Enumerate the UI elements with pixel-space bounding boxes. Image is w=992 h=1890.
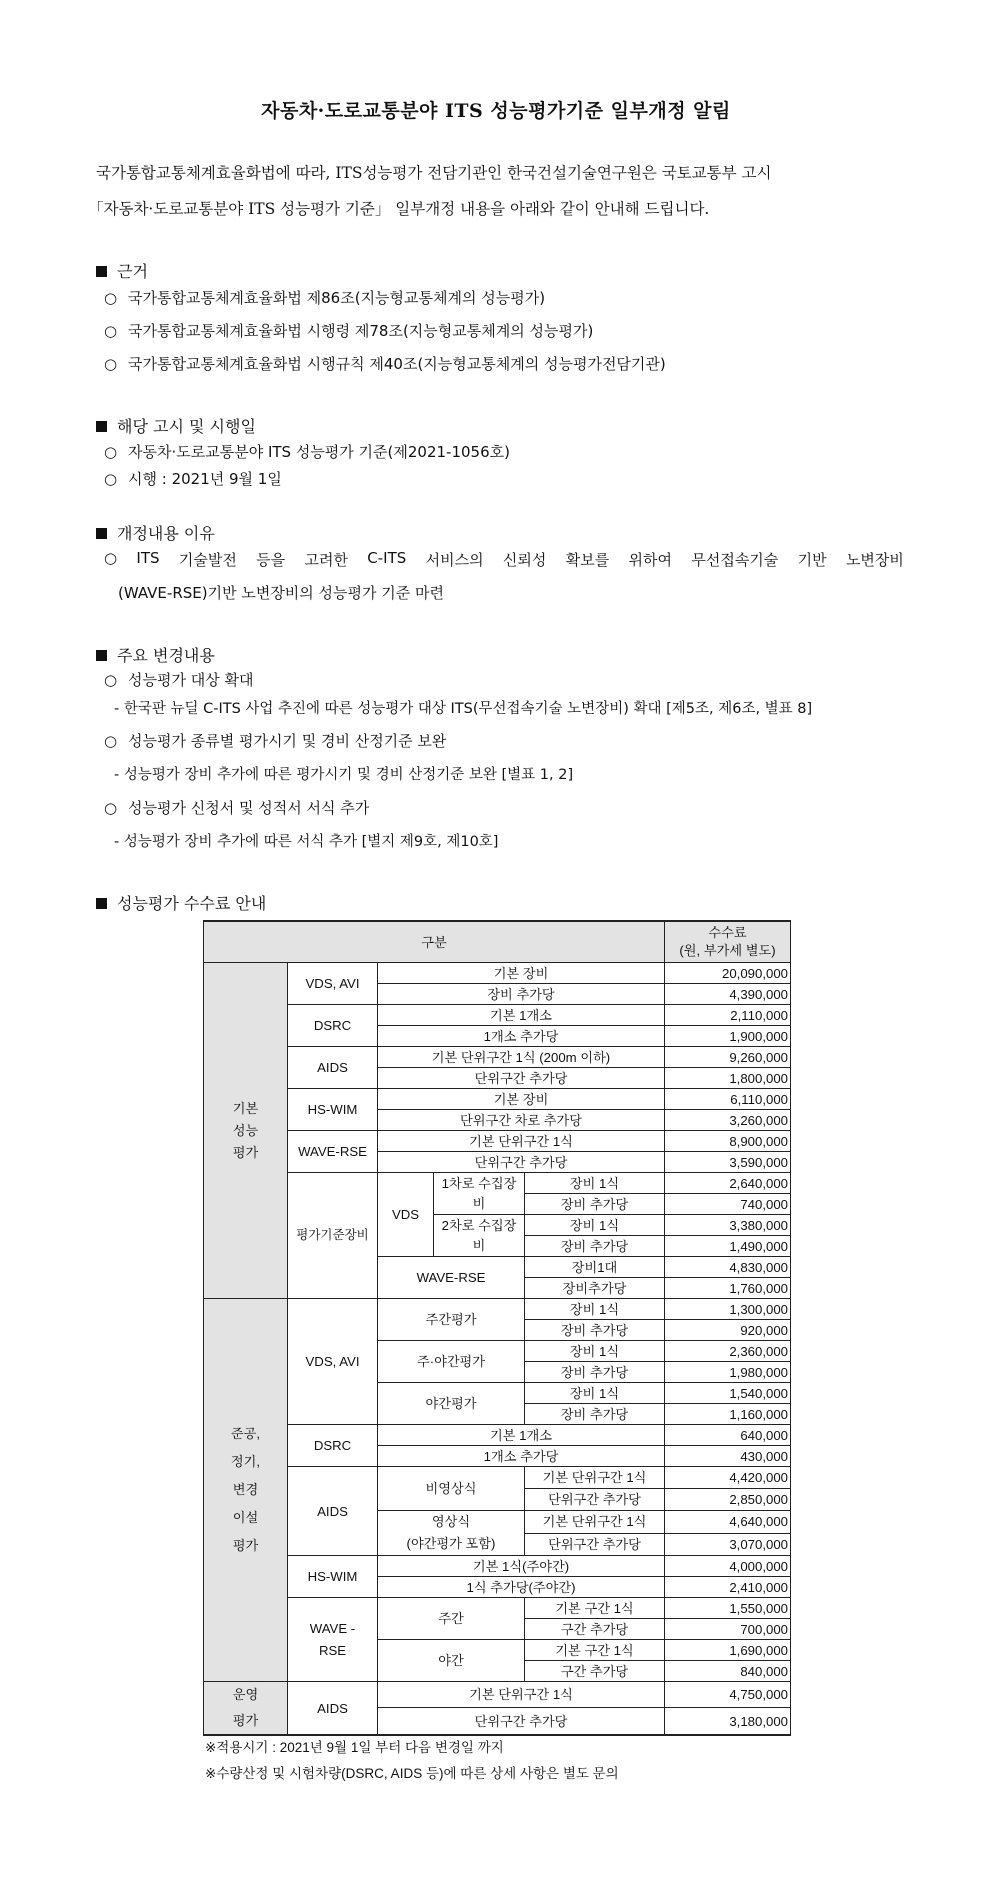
item-label: 장비 1식 — [525, 1341, 665, 1362]
table-row — [204, 1005, 791, 1026]
table-row — [204, 1131, 791, 1152]
reason-word: 고려한 — [304, 551, 348, 569]
item-label: 기본 구간 1식 — [525, 1640, 665, 1661]
fee-value: 4,750,000 — [665, 1682, 791, 1708]
circle-bullet-icon: ○ — [104, 549, 118, 567]
row-label: WAVE -RSE — [288, 1598, 378, 1682]
list-item-text: 성능평가 대상 확대 — [128, 671, 254, 689]
list-item-text: 국가통합교통체계효율화법 시행령 제78조(지능형교통체계의 성능평가) — [128, 322, 594, 340]
item-label: 장비 추가당 — [378, 984, 665, 1005]
row-label: AIDS — [288, 1682, 378, 1736]
fee-value: 700,000 — [665, 1619, 791, 1640]
list-item — [104, 320, 593, 341]
section-notice-heading — [96, 414, 256, 437]
item-label: 1개소 추가당 — [378, 1026, 665, 1047]
item-label: 장비 추가당 — [525, 1320, 665, 1341]
page-title: 자동차·도로교통분야 ITS 성능평가기준 일부개정 알림 — [261, 100, 731, 122]
method-label — [378, 1511, 525, 1556]
row-label: VDS, AVI — [288, 963, 378, 1005]
item-label: 기본 1개소 — [378, 1425, 665, 1446]
list-item-text: 자동차·도로교통분야 ITS 성능평가 기준(제2021-1056호) — [128, 443, 510, 461]
row-label: WAVE-RSE — [288, 1131, 378, 1173]
table-row — [204, 1299, 791, 1320]
row-label: VDS, AVI — [288, 1299, 378, 1425]
item-label: 장비 1식 — [525, 1383, 665, 1404]
list-item — [104, 797, 369, 818]
list-item — [104, 287, 545, 308]
list-item-text: 시행 : 2021년 9월 1일 — [128, 470, 282, 488]
table-row — [204, 1089, 791, 1110]
table-row — [204, 963, 791, 984]
row-label: 평가기준장비 — [288, 1173, 378, 1299]
sub-item: - 성능평가 장비 추가에 따른 평가시기 및 경비 산정기준 보완 [별표 1, 2] — [114, 767, 574, 783]
section-title: 근거 — [117, 262, 148, 281]
sub-item: - 성능평가 장비 추가에 따른 서식 추가 [별지 제9호, 제10호] — [114, 834, 499, 850]
fee-value: 4,640,000 — [665, 1511, 791, 1534]
reason-word: 노변장비 — [845, 551, 904, 569]
fee-value: 4,000,000 — [665, 1556, 791, 1577]
fee-value: 1,490,000 — [665, 1236, 791, 1257]
reason-word: 위하여 — [628, 551, 673, 569]
item-label: 단위구간 차로 추가당 — [378, 1110, 665, 1131]
method-label-note: (야간평가 포함) — [406, 1536, 496, 1551]
period-label: 주간평가 — [378, 1299, 525, 1341]
item-label: 기본 1개소 — [378, 1005, 665, 1026]
fee-value: 9,260,000 — [665, 1047, 791, 1068]
fee-value: 1,690,000 — [665, 1640, 791, 1661]
section-title: 해당 고시 및 시행일 — [117, 417, 256, 436]
fee-table — [203, 920, 791, 1736]
item-label: 1개소 추가당 — [378, 1446, 665, 1467]
item-label: 장비추가당 — [525, 1278, 665, 1299]
item-label: 기본 단위구간 1식 — [378, 1131, 665, 1152]
item-label: 구간 추가당 — [525, 1619, 665, 1640]
square-bullet-icon — [96, 650, 107, 661]
fee-value: 4,390,000 — [665, 984, 791, 1005]
fee-value: 1,550,000 — [665, 1598, 791, 1619]
item-label: 장비 1식 — [525, 1215, 665, 1236]
fee-value: 6,110,000 — [665, 1089, 791, 1110]
table-row — [204, 1598, 791, 1619]
fee-value: 430,000 — [665, 1446, 791, 1467]
table-row — [204, 1047, 791, 1068]
circle-bullet-icon: ○ — [104, 355, 118, 373]
fee-value: 3,180,000 — [665, 1708, 791, 1735]
group-operation: 운영 평가 — [204, 1682, 288, 1736]
reason-word: 등을 — [256, 551, 286, 569]
circle-bullet-icon: ○ — [104, 289, 118, 307]
fee-value: 640,000 — [665, 1425, 791, 1446]
row-sublabel: VDS — [378, 1173, 434, 1257]
method-label: 비영상식 — [378, 1467, 525, 1511]
lane-label: 2차로 수집장비 — [434, 1215, 525, 1257]
row-label: HS-WIM — [288, 1089, 378, 1131]
item-label: 장비1대 — [525, 1257, 665, 1278]
reason-word: ITS — [136, 549, 160, 567]
section-reason-heading — [96, 521, 215, 544]
fee-value: 840,000 — [665, 1661, 791, 1682]
reason-line-2: (WAVE-RSE)기반 노변장비의 성능평가 기준 마련 — [118, 584, 445, 602]
fee-value: 4,830,000 — [665, 1257, 791, 1278]
list-item-text: 성능평가 종류별 평가시기 및 경비 산정기준 보완 — [128, 732, 447, 750]
intro-line: 국가통합교통체계효율화법에 따라, ITS성능평가 전담기관인 한국건설기술연구원은 국토교통부 고시 — [96, 164, 772, 182]
period-label: 주·야간평가 — [378, 1341, 525, 1383]
table-row — [204, 1425, 791, 1446]
reason-word: 서비스의 — [425, 551, 484, 569]
header-fee-line2: (원, 부가세 별도) — [679, 943, 776, 958]
reason-word: 무선접속기술 — [691, 551, 779, 569]
footnote: ※적용시기 : 2021년 9월 1일 부터 다음 변경일 까지 — [205, 1740, 504, 1755]
item-label: 장비 추가당 — [525, 1236, 665, 1257]
table-row — [204, 1556, 791, 1577]
sub-item: - 한국판 뉴딜 C-ITS 사업 추진에 따른 성능평가 대상 ITS(무선접속기술 노변장비) 확대 [제5조, 제6조, 별표 8] — [114, 701, 813, 717]
fee-value: 1,800,000 — [665, 1068, 791, 1089]
item-label: 장비 추가당 — [525, 1194, 665, 1215]
period-label: 주간 — [378, 1598, 525, 1640]
fee-value: 8,900,000 — [665, 1131, 791, 1152]
header-category: 구분 — [204, 921, 665, 963]
intro-paragraph — [88, 163, 896, 219]
header-fee — [665, 921, 791, 963]
reason-word: 기반 — [797, 551, 827, 569]
circle-bullet-icon: ○ — [104, 799, 118, 817]
item-label: 기본 장비 — [378, 1089, 665, 1110]
fee-value: 1,900,000 — [665, 1026, 791, 1047]
period-label: 야간 — [378, 1640, 525, 1682]
item-label: 기본 단위구간 1식 (200m 이하) — [378, 1047, 665, 1068]
reason-word: 신뢰성 — [502, 551, 547, 569]
circle-bullet-icon: ○ — [104, 322, 118, 340]
row-label: AIDS — [288, 1467, 378, 1556]
item-label: 1식 추가당(주야간) — [378, 1577, 665, 1598]
reason-word: 확보를 — [565, 551, 610, 569]
fee-value: 3,590,000 — [665, 1152, 791, 1173]
list-item-text: 국가통합교통체계효율화법 시행규칙 제40조(지능형교통체계의 성능평가전담기관) — [128, 355, 666, 373]
list-item — [104, 669, 253, 690]
list-item — [104, 730, 446, 751]
item-label: 기본 구간 1식 — [525, 1598, 665, 1619]
fee-value: 2,850,000 — [665, 1489, 791, 1511]
fee-value: 1,160,000 — [665, 1404, 791, 1425]
method-label-main: 영상식 — [431, 1514, 471, 1529]
table-row — [204, 1467, 791, 1489]
period-label: 야간평가 — [378, 1383, 525, 1425]
square-bullet-icon — [96, 898, 107, 909]
square-bullet-icon — [96, 266, 107, 277]
list-item-text: 성능평가 신청서 및 성적서 서식 추가 — [128, 799, 370, 817]
square-bullet-icon — [96, 528, 107, 539]
fee-value: 920,000 — [665, 1320, 791, 1341]
section-fees-heading — [96, 891, 266, 914]
list-item — [104, 441, 510, 462]
fee-value: 4,420,000 — [665, 1467, 791, 1489]
section-basis-heading — [96, 259, 148, 282]
item-label: 단위구간 추가당 — [378, 1068, 665, 1089]
footnote: ※수량산정 및 시험차량(DSRC, AIDS 등)에 따른 상세 사항은 별도 문의 — [205, 1766, 619, 1781]
row-label: HS-WIM — [288, 1556, 378, 1598]
item-label: 단위구간 추가당 — [378, 1708, 665, 1735]
reason-word: 기술발전 — [178, 551, 237, 569]
item-label: 장비 추가당 — [525, 1404, 665, 1425]
fee-value: 3,070,000 — [665, 1533, 791, 1556]
circle-bullet-icon: ○ — [104, 671, 118, 689]
table-row — [204, 1682, 791, 1708]
list-item-text: 국가통합교통체계효율화법 제86조(지능형교통체계의 성능평가) — [128, 289, 546, 307]
fee-value: 740,000 — [665, 1194, 791, 1215]
table-row — [204, 1173, 791, 1194]
row-label: AIDS — [288, 1047, 378, 1089]
item-label: 기본 1식(주야간) — [378, 1556, 665, 1577]
circle-bullet-icon: ○ — [104, 443, 118, 461]
fee-value: 1,980,000 — [665, 1362, 791, 1383]
item-label: 기본 단위구간 1식 — [525, 1467, 665, 1489]
item-label: 장비 추가당 — [525, 1362, 665, 1383]
section-title: 성능평가 수수료 안내 — [117, 894, 267, 913]
item-label: 기본 단위구간 1식 — [525, 1511, 665, 1534]
item-label: 장비 1식 — [525, 1299, 665, 1320]
fee-value: 2,110,000 — [665, 1005, 791, 1026]
item-label: 단위구간 추가당 — [378, 1152, 665, 1173]
group-basic: 기본 성능 평가 — [204, 963, 288, 1299]
circle-bullet-icon: ○ — [104, 470, 118, 488]
item-label: 구간 추가당 — [525, 1661, 665, 1682]
item-label: 기본 장비 — [378, 963, 665, 984]
item-label: 단위구간 추가당 — [525, 1533, 665, 1556]
fee-value: 2,640,000 — [665, 1173, 791, 1194]
square-bullet-icon — [96, 421, 107, 432]
header-fee-line1: 수수료 — [708, 925, 747, 940]
item-label: 단위구간 추가당 — [525, 1489, 665, 1511]
lane-label: 1차로 수집장비 — [434, 1173, 525, 1215]
fee-value: 20,090,000 — [665, 963, 791, 984]
intro-line: 「자동차·도로교통분야 ITS 성능평가 기준」 일부개정 내용을 아래와 같이 안내해 드립니다. — [88, 200, 710, 218]
list-item — [104, 468, 282, 489]
fee-value: 2,410,000 — [665, 1577, 791, 1598]
fee-value: 2,360,000 — [665, 1341, 791, 1362]
section-title: 개정내용 이유 — [117, 524, 215, 543]
row-label: DSRC — [288, 1425, 378, 1467]
row-label: DSRC — [288, 1005, 378, 1047]
fee-value: 1,760,000 — [665, 1278, 791, 1299]
item-label: 장비 1식 — [525, 1173, 665, 1194]
row-sublabel: WAVE-RSE — [378, 1257, 525, 1299]
fee-value: 3,380,000 — [665, 1215, 791, 1236]
group-completion: 준공, 정기, 변경 이설 평가 — [204, 1299, 288, 1682]
section-title: 주요 변경내용 — [117, 646, 215, 665]
section-changes-heading — [96, 643, 215, 666]
circle-bullet-icon: ○ — [104, 732, 118, 750]
reason-line-justified — [104, 549, 904, 570]
reason-word: C-ITS — [367, 549, 407, 567]
list-item — [104, 353, 666, 374]
fee-value: 1,540,000 — [665, 1383, 791, 1404]
table-header-row — [204, 921, 791, 963]
fee-value: 3,260,000 — [665, 1110, 791, 1131]
fee-value: 1,300,000 — [665, 1299, 791, 1320]
item-label: 기본 단위구간 1식 — [378, 1682, 665, 1708]
